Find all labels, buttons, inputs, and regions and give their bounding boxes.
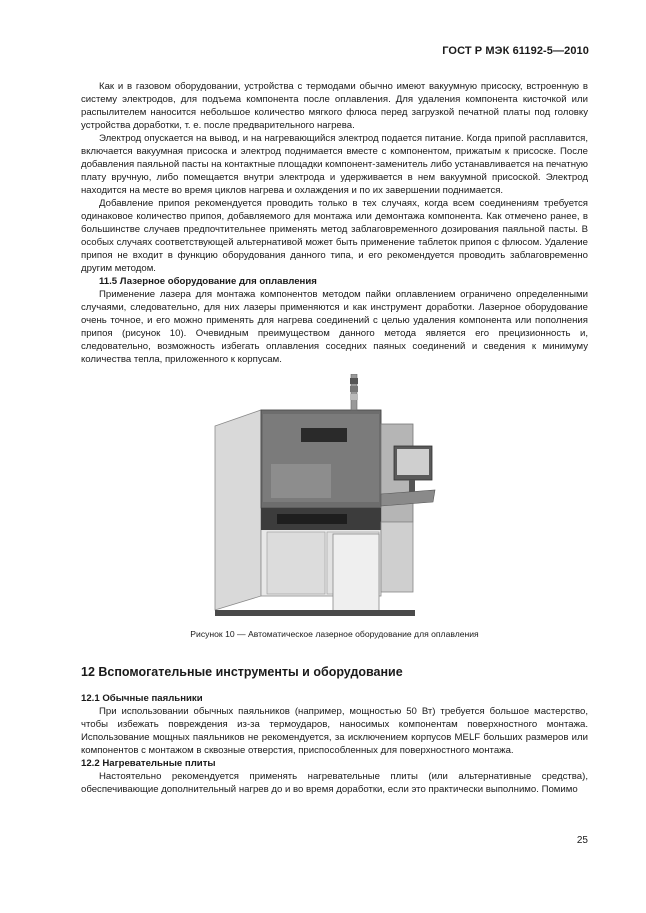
page-body [81, 80, 588, 796]
section-heading-11-5: 11.5 Лазерное оборудование для оплавления [99, 276, 317, 287]
section-title-12: 12 Вспомогательные инструменты и оборудование [81, 665, 403, 679]
section-heading-12-2: 12.2 Нагревательные плиты [81, 758, 216, 769]
page-number: 25 [576, 835, 588, 846]
paragraph: Добавление припоя рекомендуется проводить только в тех случаях, когда всем соединениям требуется одинаковое количество припоя, добавляемого для монтажа или демонтажа компонента. Как отмечено ранее, в большинстве случаев предпочтительнее применять метод заблаговременного дозирования паяльной пасты. В особых случаях соответствующей альтернативой может быть применение таблеток припоя с флюсом. Удаление припоя не входит в функцию оборудования данного типа, и его рекомендуется проводить заблаговременно другим методом. [81, 198, 588, 274]
laser-equipment-image [81, 374, 588, 620]
paragraph: Электрод опускается на вывод, и на нагревающийся электрод подается питание. Когда припой расплавится, включается вакуумная присоска и электрод поднимается вместе с компонентом, прижатым к присоске. После добавления паяльной пасты на контактные площадки компонент-заменитель либо устанавливается на печатную плату вручную, либо помещается внутри электрода и удерживается в нем вакуумной присоской. Электрод находится на месте во время циклов нагрева и охлаждения и по их завершении поднимается. [81, 133, 588, 196]
paragraph: Как и в газовом оборудовании, устройства с термодами обычно имеют вакуумную присоску, встроенную в систему электродов, для подъема компонента после оплавления. Для удаления компонента кисточкой или распылителем наносится небольшое количество мягкого флюса перед загрузкой печатной платы под головку устройства доработки, т. е. после предварительного нагрева. [81, 81, 588, 131]
paragraph: Настоятельно рекомендуется применять нагревательные плиты (или альтернативные средства), обеспечивающие дополнительный нагрев до и во время доработки, если это практически выполнимо. Помимо [81, 771, 588, 795]
figure-10 [81, 374, 588, 620]
paragraph: Применение лазера для монтажа компонентов методом пайки оплавлением ограничено определенными случаями, следовательно, для них лазеры применяются и как инструмент доработки. Лазерное оборудование очень точное, и его можно применять для нагрева соединений с целью удаления компонента или пополнения припоя (рисунок 10). Очевидным преимуществом данного метода является его прецизионность и, следовательно, возможность избегать оплавления соседних паяных соединений и сведения к минимуму количества тепла, приложенного к корпусам. [81, 289, 588, 365]
figure-caption: Рисунок 10 — Автоматическое лазерное оборудование для оплавления [190, 629, 479, 639]
section-heading-12-1: 12.1 Обычные паяльники [81, 693, 203, 704]
document-header: ГОСТ Р МЭК 61192-5—2010 [442, 45, 589, 57]
paragraph: При использовании обычных паяльников (например, мощностью 50 Вт) требуется большое мастерство, чтобы избежать повреждения из-за термоударов, наносимых компонентам поверхностного монтажа. Использование мощных паяльников не рекомендуется, за исключением корпусов MELF больших размеров или компонентов с монтажом в сквозные отверстия, приспособленных для поверхностного монтажа. [81, 706, 588, 756]
